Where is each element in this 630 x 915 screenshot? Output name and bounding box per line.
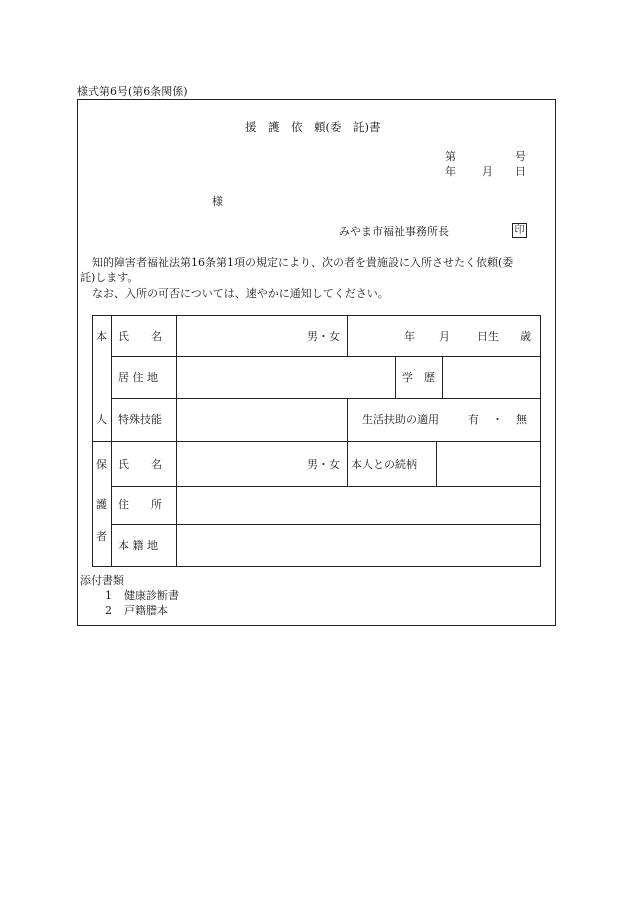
honnin-label-top: 本 [96,330,107,343]
table-divider [92,441,541,442]
attachment-label-1: 健康診断書 [124,589,179,602]
form-number: 様式第6号(第6条関係) [77,85,188,98]
birth-nen: 年 [404,330,415,343]
table-divider [347,441,348,486]
honnin-label-bottom: 人 [96,413,107,426]
welfare-label: 生活扶助の適用 [362,413,439,426]
address-label: 住 所 [118,498,162,511]
number-gou: 号 [515,150,526,163]
birth-hi: 日生 [477,330,499,343]
guardian-label-2: 護 [96,498,107,511]
residence-label: 居 住 地 [118,371,158,384]
domicile-label: 本 籍 地 [118,539,158,552]
table-divider [111,398,541,399]
relation-label: 本人との続柄 [351,458,417,471]
issuer-name: みやま市福祉事務所長 [339,225,449,238]
date-hi: 日 [515,165,526,178]
table-divider [111,524,541,525]
document-title: 援 護 依 頼(委 託)書 [245,120,381,134]
age-label: 歳 [520,330,531,343]
guardian-label-3: 者 [96,530,107,543]
table-divider [395,356,396,398]
attachment-num-2: 2 [105,604,112,617]
attachment-num-1: 1 [105,589,112,602]
addressee-suffix: 様 [212,195,223,208]
education-label: 学 歴 [402,371,435,384]
guardian-sex-option: 男・女 [307,458,340,471]
body-line-2: 託)します。 [80,271,139,284]
table-divider [436,441,437,486]
attachment-label-2: 戸籍謄本 [124,604,168,617]
table-divider [111,486,541,487]
table-divider [347,398,348,441]
date-nen: 年 [445,165,456,178]
number-dai: 第 [445,150,456,163]
skills-label: 特殊技能 [118,413,162,426]
body-line-3: なお、入所の可否については、速やかに通知してください。 [92,287,389,300]
guardian-name-label: 氏 名 [118,458,162,471]
sex-option: 男・女 [307,330,340,343]
table-divider [442,356,443,398]
attachments-heading: 添付書類 [80,574,124,587]
birth-tsuki: 月 [439,330,450,343]
guardian-label-1: 保 [96,458,107,471]
welfare-dot: ・ [492,413,503,426]
name-label: 氏 名 [118,330,162,343]
welfare-no: 無 [516,413,527,426]
seal-mark: 印 [512,223,527,238]
table-divider [347,315,348,356]
welfare-yes: 有 [468,413,479,426]
date-tsuki: 月 [482,165,493,178]
body-line-1: 知的障害者福祉法第16条第1項の規定により、次の者を貴施設に入所させたく依頼(委 [92,256,514,269]
table-divider [111,356,541,357]
